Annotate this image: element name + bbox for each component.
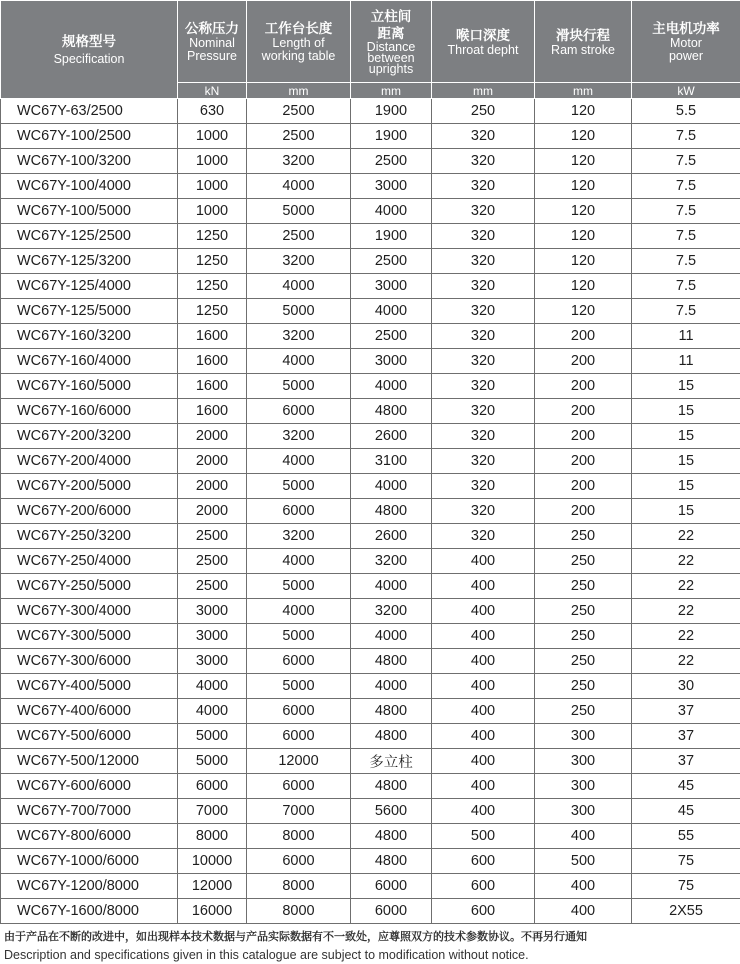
table-row <box>1 174 740 199</box>
table-row <box>1 324 740 349</box>
pressure-cell: 6000 <box>178 774 247 799</box>
upright-distance-cell: 4800 <box>351 849 432 874</box>
model-cell: WC67Y-500/6000 <box>1 724 178 749</box>
motor-power-cell: 7.5 <box>632 124 740 149</box>
table-length-cell: 3200 <box>247 424 351 449</box>
model-cell: WC67Y-1000/6000 <box>1 849 178 874</box>
footnote <box>0 928 740 964</box>
model-cell: WC67Y-400/6000 <box>1 699 178 724</box>
table-length-cell: 8000 <box>247 899 351 924</box>
table-row <box>1 724 740 749</box>
pressure-cell: 4000 <box>178 699 247 724</box>
throat-depth-cell: 320 <box>432 299 535 324</box>
motor-power-cell: 30 <box>632 674 740 699</box>
upright-distance-cell: 4000 <box>351 374 432 399</box>
table-row <box>1 99 740 124</box>
ram-stroke-cell: 120 <box>535 199 632 224</box>
unit-kn: kN <box>178 83 247 99</box>
motor-power-cell: 22 <box>632 574 740 599</box>
throat-depth-cell: 400 <box>432 574 535 599</box>
unit-mm: mm <box>432 83 535 99</box>
table-row <box>1 524 740 549</box>
header-zh: 喉口深度 <box>456 27 510 43</box>
table-length-cell: 5000 <box>247 624 351 649</box>
model-cell: WC67Y-125/3200 <box>1 249 178 274</box>
throat-depth-cell: 400 <box>432 549 535 574</box>
throat-depth-cell: 400 <box>432 749 535 774</box>
throat-depth-cell: 400 <box>432 599 535 624</box>
table-length-cell: 6000 <box>247 399 351 424</box>
motor-power-cell: 5.5 <box>632 99 740 124</box>
upright-distance-cell: 多立柱 <box>351 749 432 774</box>
table-row <box>1 574 740 599</box>
ram-stroke-cell: 200 <box>535 349 632 374</box>
table-row <box>1 424 740 449</box>
pressure-cell: 5000 <box>178 749 247 774</box>
motor-power-cell: 15 <box>632 449 740 474</box>
table-row <box>1 849 740 874</box>
table-row <box>1 199 740 224</box>
unit-mm: mm <box>351 83 432 99</box>
header-motor-power <box>632 1 740 83</box>
upright-distance-cell: 4800 <box>351 724 432 749</box>
throat-depth-cell: 250 <box>432 99 535 124</box>
table-length-cell: 4000 <box>247 274 351 299</box>
motor-power-cell: 22 <box>632 649 740 674</box>
header-nominal-pressure <box>178 1 247 83</box>
header-en: Ram stroke <box>551 42 615 57</box>
upright-distance-cell: 4800 <box>351 649 432 674</box>
table-row <box>1 749 740 774</box>
motor-power-cell: 45 <box>632 774 740 799</box>
throat-depth-cell: 320 <box>432 449 535 474</box>
motor-power-cell: 2X55 <box>632 899 740 924</box>
pressure-cell: 1250 <box>178 224 247 249</box>
pressure-cell: 2000 <box>178 474 247 499</box>
pressure-cell: 1000 <box>178 149 247 174</box>
throat-depth-cell: 320 <box>432 249 535 274</box>
table-length-cell: 3200 <box>247 324 351 349</box>
table-length-cell: 2500 <box>247 224 351 249</box>
upright-distance-cell: 4800 <box>351 824 432 849</box>
pressure-cell: 3000 <box>178 624 247 649</box>
table-length-cell: 6000 <box>247 649 351 674</box>
table-length-cell: 6000 <box>247 499 351 524</box>
pressure-cell: 8000 <box>178 824 247 849</box>
ram-stroke-cell: 300 <box>535 749 632 774</box>
throat-depth-cell: 600 <box>432 874 535 899</box>
pressure-cell: 2000 <box>178 499 247 524</box>
model-cell: WC67Y-300/5000 <box>1 624 178 649</box>
pressure-cell: 3000 <box>178 599 247 624</box>
table-length-cell: 6000 <box>247 724 351 749</box>
model-cell: WC67Y-200/6000 <box>1 499 178 524</box>
upright-distance-cell: 1900 <box>351 99 432 124</box>
ram-stroke-cell: 250 <box>535 524 632 549</box>
header-table-length <box>247 1 351 83</box>
pressure-cell: 1600 <box>178 374 247 399</box>
pressure-cell: 12000 <box>178 874 247 899</box>
model-cell: WC67Y-100/3200 <box>1 149 178 174</box>
ram-stroke-cell: 200 <box>535 499 632 524</box>
throat-depth-cell: 320 <box>432 374 535 399</box>
motor-power-cell: 11 <box>632 349 740 374</box>
ram-stroke-cell: 200 <box>535 474 632 499</box>
ram-stroke-cell: 250 <box>535 574 632 599</box>
pressure-cell: 16000 <box>178 899 247 924</box>
upright-distance-cell: 4000 <box>351 674 432 699</box>
throat-depth-cell: 320 <box>432 499 535 524</box>
table-row <box>1 549 740 574</box>
spec-table-body <box>1 99 740 924</box>
header-upright-distance <box>351 1 432 83</box>
ram-stroke-cell: 250 <box>535 699 632 724</box>
motor-power-cell: 15 <box>632 474 740 499</box>
ram-stroke-cell: 400 <box>535 874 632 899</box>
ram-stroke-cell: 300 <box>535 774 632 799</box>
upright-distance-cell: 4000 <box>351 574 432 599</box>
model-cell: WC67Y-1200/8000 <box>1 874 178 899</box>
header-row <box>1 1 740 83</box>
motor-power-cell: 55 <box>632 824 740 849</box>
ram-stroke-cell: 120 <box>535 149 632 174</box>
model-cell: WC67Y-200/3200 <box>1 424 178 449</box>
table-row <box>1 499 740 524</box>
ram-stroke-cell: 120 <box>535 174 632 199</box>
upright-distance-cell: 6000 <box>351 874 432 899</box>
pressure-cell: 2500 <box>178 549 247 574</box>
table-length-cell: 6000 <box>247 849 351 874</box>
table-row <box>1 699 740 724</box>
motor-power-cell: 75 <box>632 849 740 874</box>
throat-depth-cell: 600 <box>432 899 535 924</box>
table-row <box>1 899 740 924</box>
table-row <box>1 224 740 249</box>
throat-depth-cell: 400 <box>432 649 535 674</box>
table-length-cell: 3200 <box>247 249 351 274</box>
table-length-cell: 5000 <box>247 474 351 499</box>
table-length-cell: 6000 <box>247 699 351 724</box>
table-row <box>1 474 740 499</box>
model-cell: WC67Y-160/6000 <box>1 399 178 424</box>
header-ram-stroke <box>535 1 632 83</box>
ram-stroke-cell: 120 <box>535 99 632 124</box>
pressure-cell: 1000 <box>178 199 247 224</box>
model-cell: WC67Y-200/4000 <box>1 449 178 474</box>
upright-distance-cell: 4800 <box>351 699 432 724</box>
model-cell: WC67Y-100/5000 <box>1 199 178 224</box>
ram-stroke-cell: 200 <box>535 374 632 399</box>
table-row <box>1 799 740 824</box>
motor-power-cell: 22 <box>632 524 740 549</box>
motor-power-cell: 15 <box>632 424 740 449</box>
header-en: Nominal Pressure <box>186 36 238 63</box>
table-row <box>1 249 740 274</box>
throat-depth-cell: 320 <box>432 324 535 349</box>
ram-stroke-cell: 200 <box>535 449 632 474</box>
model-cell: WC67Y-160/4000 <box>1 349 178 374</box>
pressure-cell: 1250 <box>178 299 247 324</box>
ram-stroke-cell: 120 <box>535 224 632 249</box>
ram-stroke-cell: 300 <box>535 724 632 749</box>
model-cell: WC67Y-250/4000 <box>1 549 178 574</box>
pressure-cell: 3000 <box>178 649 247 674</box>
ram-stroke-cell: 250 <box>535 549 632 574</box>
ram-stroke-cell: 250 <box>535 624 632 649</box>
motor-power-cell: 75 <box>632 874 740 899</box>
table-row <box>1 349 740 374</box>
upright-distance-cell: 4800 <box>351 499 432 524</box>
table-length-cell: 4000 <box>247 449 351 474</box>
header-en: Distance between uprights <box>366 40 416 76</box>
ram-stroke-cell: 120 <box>535 299 632 324</box>
upright-distance-cell: 5600 <box>351 799 432 824</box>
throat-depth-cell: 320 <box>432 474 535 499</box>
table-length-cell: 4000 <box>247 549 351 574</box>
motor-power-cell: 7.5 <box>632 199 740 224</box>
table-length-cell: 2500 <box>247 99 351 124</box>
table-length-cell: 5000 <box>247 674 351 699</box>
motor-power-cell: 22 <box>632 624 740 649</box>
table-row <box>1 274 740 299</box>
model-cell: WC67Y-63/2500 <box>1 99 178 124</box>
pressure-cell: 2000 <box>178 449 247 474</box>
table-row <box>1 449 740 474</box>
table-length-cell: 5000 <box>247 574 351 599</box>
model-cell: WC67Y-600/6000 <box>1 774 178 799</box>
ram-stroke-cell: 250 <box>535 649 632 674</box>
table-row <box>1 124 740 149</box>
pressure-cell: 2500 <box>178 574 247 599</box>
ram-stroke-cell: 120 <box>535 249 632 274</box>
motor-power-cell: 45 <box>632 799 740 824</box>
ram-stroke-cell: 250 <box>535 674 632 699</box>
table-length-cell: 8000 <box>247 824 351 849</box>
throat-depth-cell: 320 <box>432 274 535 299</box>
upright-distance-cell: 2500 <box>351 324 432 349</box>
table-length-cell: 4000 <box>247 349 351 374</box>
throat-depth-cell: 500 <box>432 824 535 849</box>
throat-depth-cell: 320 <box>432 174 535 199</box>
upright-distance-cell: 3000 <box>351 349 432 374</box>
model-cell: WC67Y-160/3200 <box>1 324 178 349</box>
header-en: Motor power <box>668 36 704 63</box>
throat-depth-cell: 400 <box>432 799 535 824</box>
table-length-cell: 3200 <box>247 149 351 174</box>
upright-distance-cell: 1900 <box>351 124 432 149</box>
pressure-cell: 5000 <box>178 724 247 749</box>
header-zh: 立柱间 距离 <box>370 9 412 41</box>
model-cell: WC67Y-300/4000 <box>1 599 178 624</box>
upright-distance-cell: 3100 <box>351 449 432 474</box>
upright-distance-cell: 2600 <box>351 424 432 449</box>
header-zh: 工作台长度 <box>264 21 333 36</box>
header-specification <box>1 1 178 99</box>
header-en: Throat depht <box>447 42 519 57</box>
model-cell: WC67Y-160/5000 <box>1 374 178 399</box>
throat-depth-cell: 320 <box>432 349 535 374</box>
upright-distance-cell: 4000 <box>351 624 432 649</box>
upright-distance-cell: 3000 <box>351 174 432 199</box>
ram-stroke-cell: 200 <box>535 424 632 449</box>
throat-depth-cell: 320 <box>432 224 535 249</box>
upright-distance-cell: 4000 <box>351 299 432 324</box>
table-row <box>1 624 740 649</box>
upright-distance-cell: 3200 <box>351 549 432 574</box>
pressure-cell: 1600 <box>178 399 247 424</box>
ram-stroke-cell: 400 <box>535 824 632 849</box>
model-cell: WC67Y-250/3200 <box>1 524 178 549</box>
pressure-cell: 630 <box>178 99 247 124</box>
model-cell: WC67Y-100/2500 <box>1 124 178 149</box>
header-zh: 公称压力 <box>185 21 239 36</box>
model-cell: WC67Y-800/6000 <box>1 824 178 849</box>
throat-depth-cell: 320 <box>432 399 535 424</box>
throat-depth-cell: 400 <box>432 774 535 799</box>
upright-distance-cell: 2500 <box>351 149 432 174</box>
pressure-cell: 1250 <box>178 274 247 299</box>
unit-mm: mm <box>535 83 632 99</box>
ram-stroke-cell: 250 <box>535 599 632 624</box>
pressure-cell: 1600 <box>178 349 247 374</box>
model-cell: WC67Y-400/5000 <box>1 674 178 699</box>
motor-power-cell: 22 <box>632 599 740 624</box>
table-length-cell: 12000 <box>247 749 351 774</box>
upright-distance-cell: 4000 <box>351 474 432 499</box>
model-cell: WC67Y-125/2500 <box>1 224 178 249</box>
table-length-cell: 6000 <box>247 774 351 799</box>
table-row <box>1 399 740 424</box>
motor-power-cell: 7.5 <box>632 249 740 274</box>
motor-power-cell: 7.5 <box>632 224 740 249</box>
table-length-cell: 5000 <box>247 374 351 399</box>
model-cell: WC67Y-125/4000 <box>1 274 178 299</box>
table-row <box>1 149 740 174</box>
table-length-cell: 4000 <box>247 174 351 199</box>
upright-distance-cell: 1900 <box>351 224 432 249</box>
throat-depth-cell: 400 <box>432 724 535 749</box>
pressure-cell: 7000 <box>178 799 247 824</box>
table-length-cell: 8000 <box>247 874 351 899</box>
pressure-cell: 2500 <box>178 524 247 549</box>
motor-power-cell: 7.5 <box>632 149 740 174</box>
table-length-cell: 5000 <box>247 299 351 324</box>
motor-power-cell: 22 <box>632 549 740 574</box>
throat-depth-cell: 320 <box>432 124 535 149</box>
ram-stroke-cell: 120 <box>535 274 632 299</box>
footnote-zh: 由于产品在不断的改进中，如出现样本技术数据与产品实际数据有不一致处，应尊照双方的技术参数协议。不再另行通知 <box>4 931 587 943</box>
table-length-cell: 5000 <box>247 199 351 224</box>
ram-stroke-cell: 200 <box>535 324 632 349</box>
throat-depth-cell: 400 <box>432 674 535 699</box>
upright-distance-cell: 6000 <box>351 899 432 924</box>
model-cell: WC67Y-250/5000 <box>1 574 178 599</box>
table-length-cell: 4000 <box>247 599 351 624</box>
footnote-en: Description and specifications given in this catalogue are subject to modification without notice. <box>4 948 529 962</box>
upright-distance-cell: 4800 <box>351 774 432 799</box>
table-row <box>1 824 740 849</box>
motor-power-cell: 15 <box>632 374 740 399</box>
pressure-cell: 2000 <box>178 424 247 449</box>
unit-mm: mm <box>247 83 351 99</box>
header-zh: 主电机功率 <box>652 21 720 36</box>
table-row <box>1 649 740 674</box>
header-zh: 滑块行程 <box>556 27 610 43</box>
throat-depth-cell: 400 <box>432 624 535 649</box>
table-row <box>1 774 740 799</box>
table-row <box>1 874 740 899</box>
motor-power-cell: 15 <box>632 399 740 424</box>
unit-kw: kW <box>632 83 740 99</box>
table-row <box>1 374 740 399</box>
header-en: Specification <box>53 52 125 66</box>
table-row <box>1 674 740 699</box>
upright-distance-cell: 4800 <box>351 399 432 424</box>
pressure-cell: 4000 <box>178 674 247 699</box>
ram-stroke-cell: 120 <box>535 124 632 149</box>
upright-distance-cell: 2600 <box>351 524 432 549</box>
ram-stroke-cell: 300 <box>535 799 632 824</box>
header-throat-depth <box>432 1 535 83</box>
header-zh: 规格型号 <box>62 34 116 49</box>
model-cell: WC67Y-100/4000 <box>1 174 178 199</box>
table-length-cell: 3200 <box>247 524 351 549</box>
upright-distance-cell: 2500 <box>351 249 432 274</box>
motor-power-cell: 37 <box>632 724 740 749</box>
throat-depth-cell: 320 <box>432 199 535 224</box>
pressure-cell: 1000 <box>178 124 247 149</box>
pressure-cell: 1000 <box>178 174 247 199</box>
pressure-cell: 10000 <box>178 849 247 874</box>
upright-distance-cell: 4000 <box>351 199 432 224</box>
model-cell: WC67Y-700/7000 <box>1 799 178 824</box>
motor-power-cell: 7.5 <box>632 174 740 199</box>
throat-depth-cell: 320 <box>432 149 535 174</box>
ram-stroke-cell: 400 <box>535 899 632 924</box>
model-cell: WC67Y-500/12000 <box>1 749 178 774</box>
pressure-cell: 1250 <box>178 249 247 274</box>
model-cell: WC67Y-1600/8000 <box>1 899 178 924</box>
throat-depth-cell: 320 <box>432 424 535 449</box>
model-cell: WC67Y-125/5000 <box>1 299 178 324</box>
pressure-cell: 1600 <box>178 324 247 349</box>
table-length-cell: 2500 <box>247 124 351 149</box>
model-cell: WC67Y-300/6000 <box>1 649 178 674</box>
motor-power-cell: 15 <box>632 499 740 524</box>
throat-depth-cell: 400 <box>432 699 535 724</box>
table-row <box>1 299 740 324</box>
ram-stroke-cell: 200 <box>535 399 632 424</box>
motor-power-cell: 7.5 <box>632 274 740 299</box>
upright-distance-cell: 3200 <box>351 599 432 624</box>
motor-power-cell: 7.5 <box>632 299 740 324</box>
model-cell: WC67Y-200/5000 <box>1 474 178 499</box>
table-length-cell: 7000 <box>247 799 351 824</box>
throat-depth-cell: 600 <box>432 849 535 874</box>
throat-depth-cell: 320 <box>432 524 535 549</box>
ram-stroke-cell: 500 <box>535 849 632 874</box>
motor-power-cell: 37 <box>632 699 740 724</box>
motor-power-cell: 11 <box>632 324 740 349</box>
motor-power-cell: 37 <box>632 749 740 774</box>
header-en: Length of working table <box>261 36 336 63</box>
table-row <box>1 599 740 624</box>
upright-distance-cell: 3000 <box>351 274 432 299</box>
